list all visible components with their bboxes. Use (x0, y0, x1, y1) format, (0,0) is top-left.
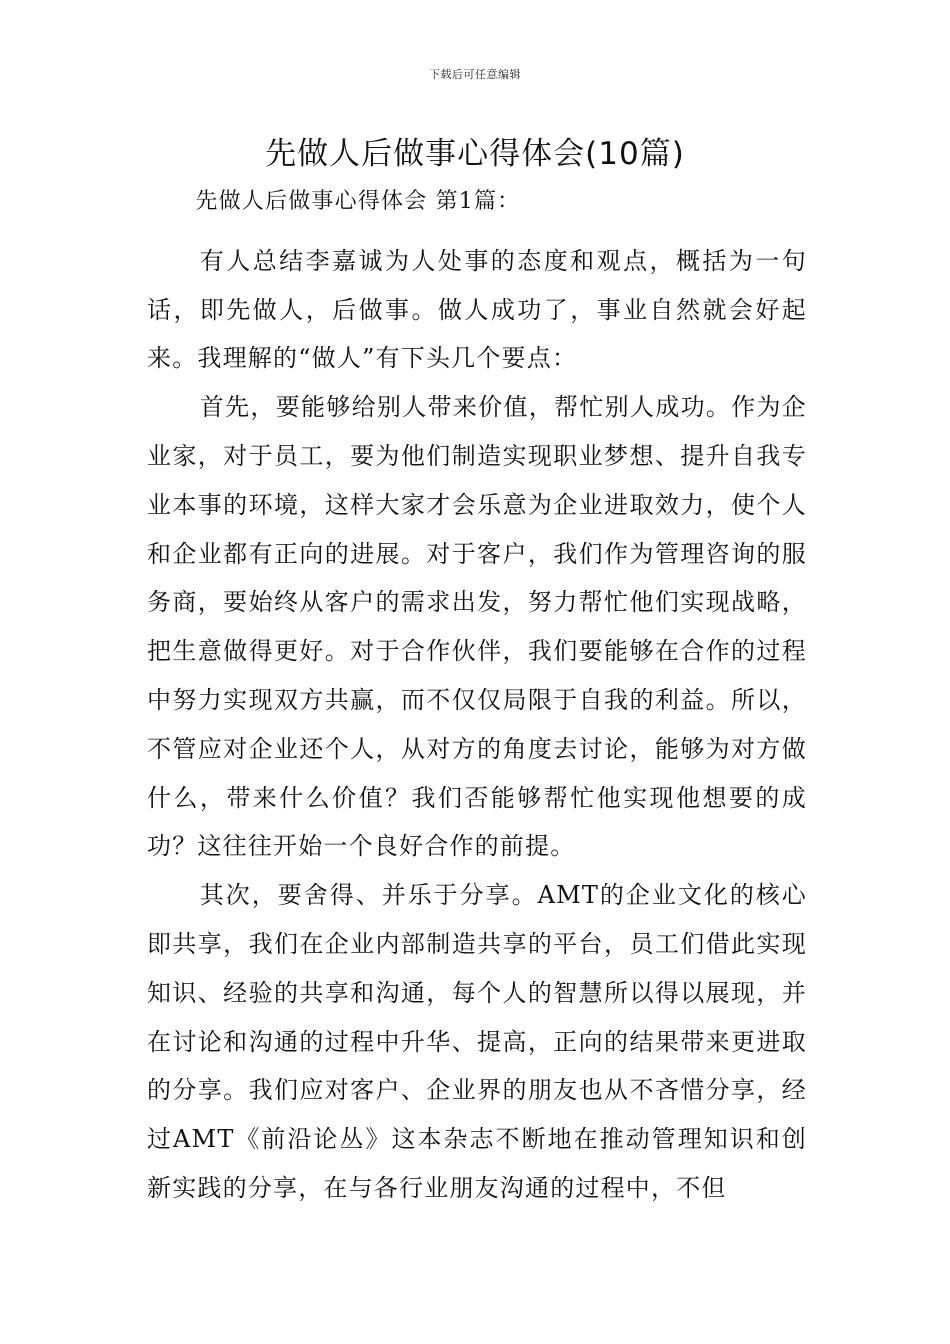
document-title: 先做人后做事心得体会(10篇) (265, 136, 685, 172)
paragraph: 首先，要能够给别人带来价值，帮忙别人成功。作为企业家，对于员工，要为他们制造实现职业梦想、提升自我专业本事的环境，这样大家才会乐意为企业进取效力，使个人和企业都有正向的进展。对于客户，我们作为管理咨询的服务商，要始终从客户的需求出发，努力帮忙他们实现战略，把生意做得更好。对于合作伙伴，我们要能够在合作的过程中努力实现双方共赢，而不仅仅局限于自我的利益。所以，不管应对企业还个人，从对方的角度去讨论，能够为对方做什么，带来什么价值？我们否能够帮忙他实现他想要的成功？这往往开始一个良好合作的前提。 (147, 393, 807, 861)
paragraph: 其次，要舍得、并乐于分享。AMT的企业文化的核心即共享，我们在企业内部制造共享的平台，员工们借此实现知识、经验的共享和沟通，每个人的智慧所以得以展现，并在讨论和沟通的过程中升华、提高，正向的结果带来更进取的分享。我们应对客户、企业界的朋友也从不吝惜分享，经过AMT《前沿论丛》这本杂志不断地在推动管理知识和创新实践的分享，在与各行业朋友沟通的过程中，不但 (147, 881, 807, 1202)
section-heading: 先做人后做事心得体会 第1篇： (195, 189, 521, 214)
header-note: 下载后可任意编辑 (429, 68, 521, 81)
document-body (147, 178, 807, 1213)
paragraph: 有人总结李嘉诚为人处事的态度和观点，概括为一句话，即先做人，后做事。做人成功了，事业自然就会好起来。我理解的“做人”有下头几个要点： (147, 246, 807, 373)
